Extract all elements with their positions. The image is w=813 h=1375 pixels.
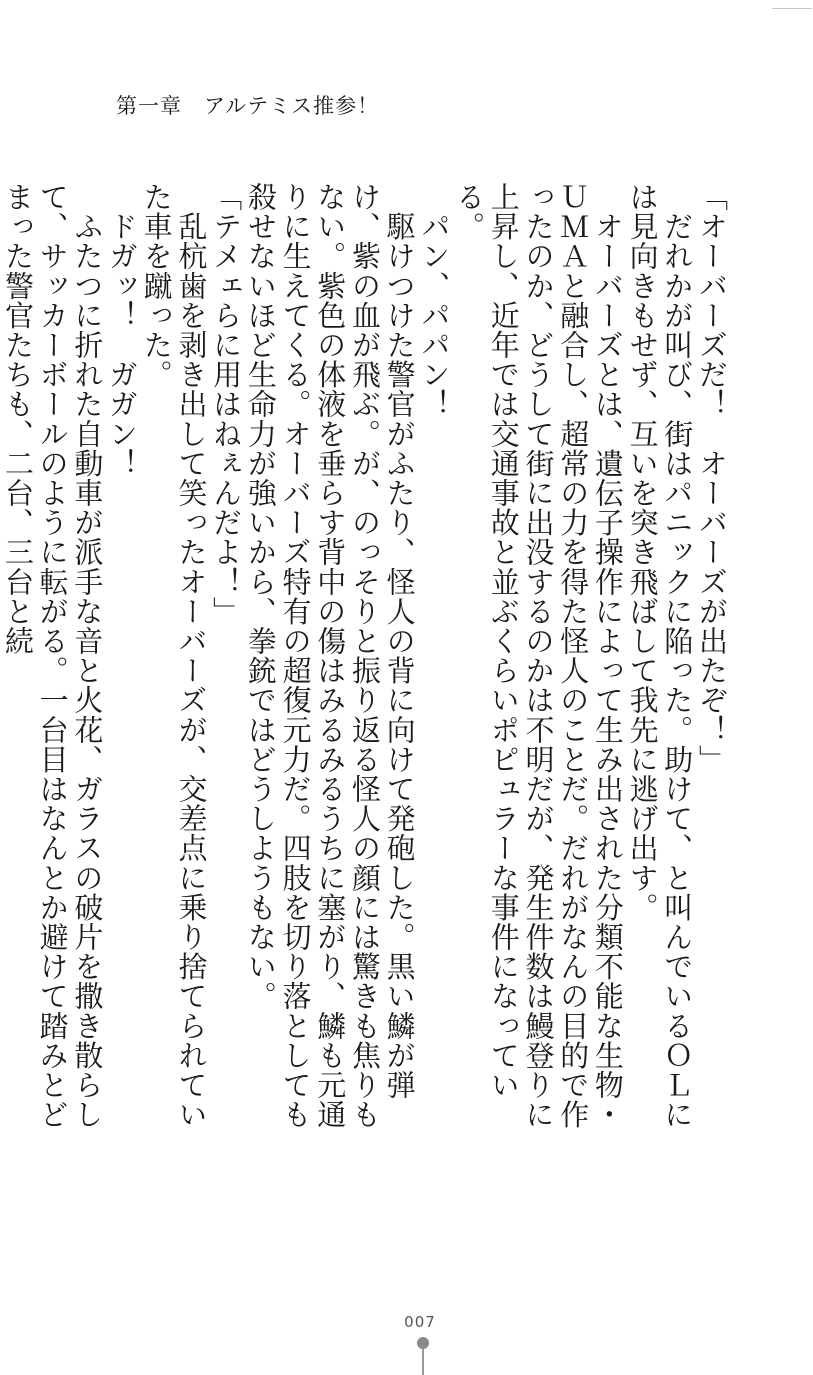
paragraph: ふたつに折れた自動車が派手な音と火花、ガラスの破片を撒き散らして、サッカーボールのように転がる。一台目はなんとか避けて踏みとどまった警官たちも、二台、三台と続 bbox=[0, 182, 105, 1130]
paragraph: オーバーズとは、遺伝子操作によって生み出された分類不能な生物・ＵＭＡと融合し、超常の力を得た怪人のことだ。だれがなんの目的で作ったのか、どうして街に出没するのかは不明だが、発生件数は鰻登りに上昇し、近年では交通事故と並ぶくらいポピュラーな事件になっている。 bbox=[452, 182, 625, 1130]
paragraph: 「テメェらに用はねぇんだよ！」 bbox=[209, 182, 244, 626]
paragraph: 駆けつけた警官がふたり、怪人の背に向けて発砲した。黒い鱗が弾け、紫の血が飛ぶ。が、のっそりと振り返る怪人の顔には驚きも焦りもない。紫色の体液を垂らす背中の傷はみるみるうちに塞がり、鱗も元通りに生えてくる。オーバーズ特有の超復元力だ。四肢を切り落としても殺せないほど生命力が強いから、拳銃ではどうしようもない。 bbox=[243, 182, 417, 1130]
vertical-body-text bbox=[0, 182, 729, 1147]
paragraph: パン、パパン！ bbox=[417, 182, 452, 419]
page-number-dot bbox=[417, 1337, 429, 1349]
page-number: 007 bbox=[404, 1313, 436, 1331]
paragraph: 「オーバーズだ！ オーバーズが出たぞ！」 bbox=[695, 182, 729, 774]
chapter-title: 第一章 アルテミス推参！ bbox=[116, 94, 380, 118]
page-number-line bbox=[422, 1349, 424, 1375]
top-edge-rule bbox=[772, 8, 812, 9]
paragraph: ドガッ！ ガガン！ bbox=[105, 182, 140, 478]
paragraph: だれかが叫び、街はパニックに陥った。助けて、と叫んでいるＯＬには見向きもせず、互いを突き飛ばして我先に逃げ出す。 bbox=[625, 182, 695, 1130]
paragraph: 乱杭歯を剥き出して笑ったオーバーズが、交差点に乗り捨てられていた車を蹴った。 bbox=[139, 182, 209, 1130]
